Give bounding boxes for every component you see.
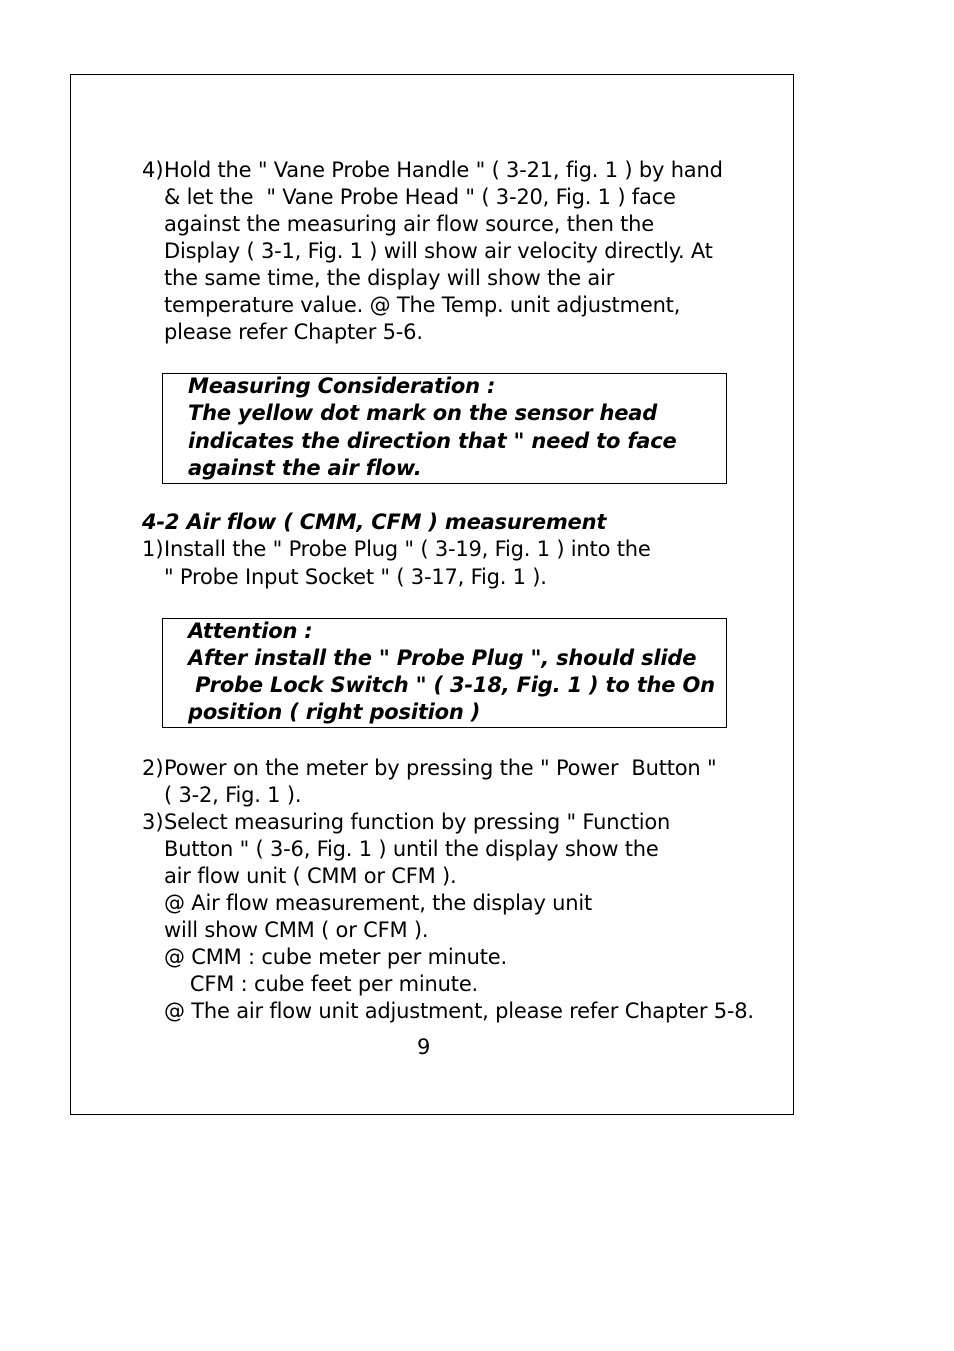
item2-number: 2)	[142, 756, 164, 780]
section-heading: 4-2 Air flow ( CMM, CFM ) measurement	[142, 510, 607, 534]
note1-line: The yellow dot mark on the sensor head	[188, 401, 658, 425]
item2-line: Power on the meter by pressing the " Power Button "	[164, 756, 717, 780]
note2-line: position ( right position )	[188, 700, 481, 724]
note1-line: indicates the direction that " need to face	[188, 429, 677, 453]
note1-line: Measuring Consideration :	[188, 374, 496, 398]
page-number: 9	[417, 1035, 431, 1059]
note2-line: Probe Lock Switch " ( 3-18, Fig. 1 ) to the On	[188, 673, 715, 697]
item3-line: @ The air flow unit adjustment, please refer Chapter 5-8.	[164, 999, 754, 1023]
item3-line: will show CMM ( or CFM ).	[164, 918, 429, 942]
item1-line: Install the " Probe Plug " ( 3-19, Fig. 1 ) into the	[164, 537, 651, 561]
item3-line: air flow unit ( CMM or CFM ).	[164, 864, 457, 888]
item4-line: & let the " Vane Probe Head " ( 3-20, Fig. 1 ) face	[164, 185, 676, 209]
item4-number: 4)	[142, 158, 164, 182]
item2-line: ( 3-2, Fig. 1 ).	[164, 783, 302, 807]
item4-line: the same time, the display will show the air	[164, 266, 615, 290]
item3-line: CFM : cube feet per minute.	[164, 972, 479, 996]
item4-line: please refer Chapter 5-6.	[164, 320, 423, 344]
item1-number: 1)	[142, 537, 164, 561]
item3-line: Select measuring function by pressing " Function	[164, 810, 671, 834]
note2-line: Attention :	[188, 619, 313, 643]
item3-line: Button " ( 3-6, Fig. 1 ) until the display show the	[164, 837, 659, 861]
item4-line: Display ( 3-1, Fig. 1 ) will show air velocity directly. At	[164, 239, 713, 263]
item4-line: Hold the " Vane Probe Handle " ( 3-21, fig. 1 ) by hand	[164, 158, 723, 182]
item3-number: 3)	[142, 810, 164, 834]
item4-line: against the measuring air flow source, then the	[164, 212, 655, 236]
item3-line: @ Air flow measurement, the display unit	[164, 891, 593, 915]
note2-line: After install the " Probe Plug ", should slide	[188, 646, 697, 670]
note1-line: against the air flow.	[188, 456, 422, 480]
item3-line: @ CMM : cube meter per minute.	[164, 945, 507, 969]
item1-line: " Probe Input Socket " ( 3-17, Fig. 1 ).	[164, 565, 547, 589]
item4-line: temperature value. @ The Temp. unit adjustment,	[164, 293, 681, 317]
